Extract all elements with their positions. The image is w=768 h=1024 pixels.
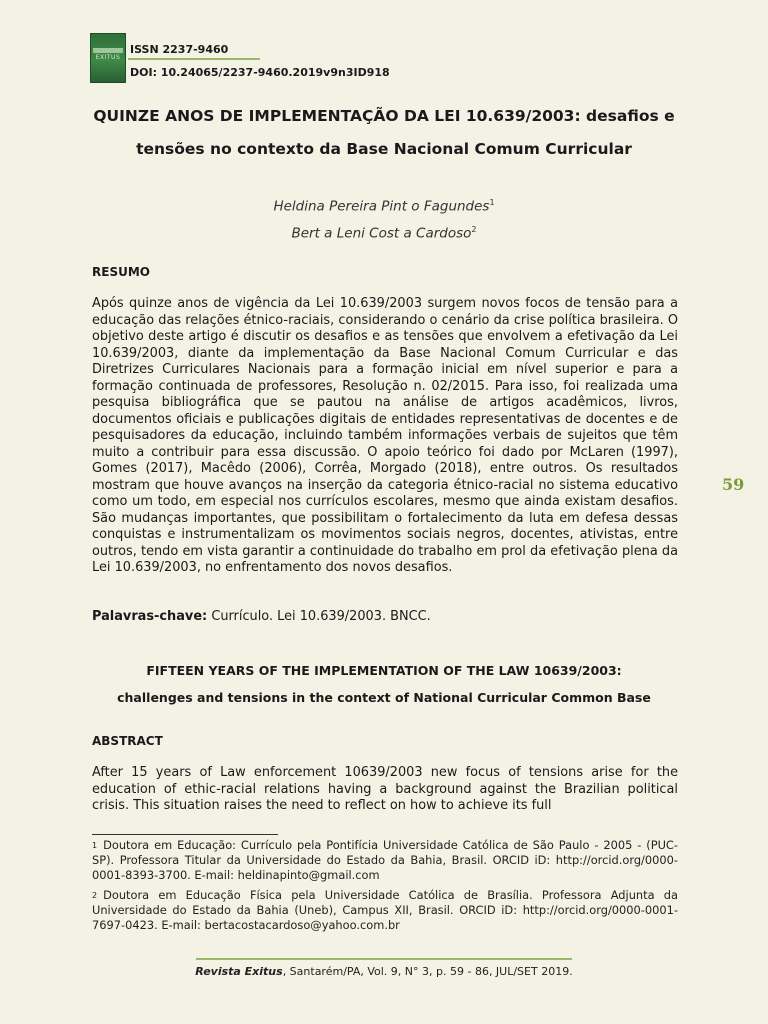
logo-band [93,48,123,53]
logo-text: EXITUS [95,54,121,61]
article-title-line-2: tensões no contexto da Base Nacional Comum Curricular [136,140,632,158]
author-name: Heldina Pereira Pint o Fagundes [273,198,490,215]
author-footnote-mark[interactable]: 2 [471,225,477,234]
footer-citation [0,965,768,978]
author-name: Bert a Leni Cost a Cardoso [291,225,472,242]
footer-divider [196,958,572,960]
keywords [92,609,431,624]
citation-text: , Santarém/PA, Vol. 9, N° 3, p. 59 - 86, JUL/SET 2019. [282,965,573,978]
journal-cover-logo [90,33,126,83]
footnote-text: Doutora em Educação Física pela Universidade Católica de Brasília. Professora Adjunta da Universidade do Estado da Bahia (Uneb), Campus XII, Brasil. ORCID iD: http://orcid.org/0000-0001-7697-0423. E-mail: bertacostacardoso@yahoo.com.br [92,888,678,932]
footnote-2 [92,888,678,933]
abstract-text: After 15 years of Law enforcement 10639/2003 new focus of tensions arise for the education of ethic-racial relations having a background against the Brazilian political crisis. This situation raises the need to reflect on how to achieve its full [92,765,678,813]
journal-name: Revista Exitus [195,965,283,978]
article-title-line-1: QUINZE ANOS DE IMPLEMENTAÇÃO DA LEI 10.639/2003: desafios e [93,107,675,125]
author-footnote-mark[interactable]: 1 [489,198,495,207]
resumo-text: Após quinze anos de vigência da Lei 10.639/2003 surgem novos focos de tensão para a educação das relações étnico-raciais, considerando o cenário da crise política brasileira. O objetivo deste artigo é discutir os desafios e as tensões que envolvem a efetivação da Lei 10.639/2003, diante da implementação da Base Nacional Comum Curricular e das Diretrizes Curriculares Nacionais para a formação inicial em nível superior e para a formação continuada de professores, Resolução n. 02/2015. Para isso, foi realizada uma pesquisa bibliográfica que se pautou na análise de artigos acadêmicos, livros, documentos oficiais e publicações digitais de entidades representativas de docentes e de pesquisadores da educação, incluindo também informações verbais de sujeitos que têm muito a contribuir para essa discussão. O apoio teórico foi dado por McLaren (1997), Gomes (2017), Macêdo (2006), Corrêa, Morgado (2018), entre outros. Os resultados mostram que houve avanços na inserção da categoria étnico-racial no sistema educativo como um todo, em especial nos currículos escolares, mesmo que ainda existam desafios. São mudanças importantes, que possibilitam o fortalecimento da luta em defesa dessas conquistas e instrumentalizam os movimentos sociais negros, docentes, ativistas, entre outros, tendo em vista garantir a continuidade do trabalho em prol da efetivação plena da Lei 10.639/2003, no enfrentamento dos novos desafios. [92,296,678,575]
issn: ISSN 2237-9460 [130,43,229,56]
resumo-heading: RESUMO [92,265,150,279]
keywords-label: Palavras-chave: [92,609,208,624]
footnote-divider [92,834,278,835]
footnote-mark: 2 [92,891,98,900]
page-number: 59 [722,475,745,494]
english-title-line-2: challenges and tensions in the context of National Curricular Common Base [117,690,651,705]
abstract-heading: ABSTRACT [92,734,163,748]
author-1 [0,198,768,215]
footnote-1 [92,838,678,883]
footnote-mark: 1 [92,841,98,850]
english-title-line-1: FIFTEEN YEARS OF THE IMPLEMENTATION OF THE LAW 10639/2003: [146,663,622,678]
footnote-text: Doutora em Educação: Currículo pela Pontifícia Universidade Católica de São Paulo - 2005 - (PUC-SP). Professora Titular da Universidade do Estado da Bahia, Brasil. ORCID iD: http://orcid.org/0000-0001-8393-3700. E-mail: heldinapinto@gmail.com [92,838,678,882]
doi: DOI: 10.24065/2237-9460.2019v9n3ID918 [130,66,390,79]
author-2 [0,225,768,242]
keywords-text: Currículo. Lei 10.639/2003. BNCC. [207,609,431,624]
header-divider [128,58,260,60]
